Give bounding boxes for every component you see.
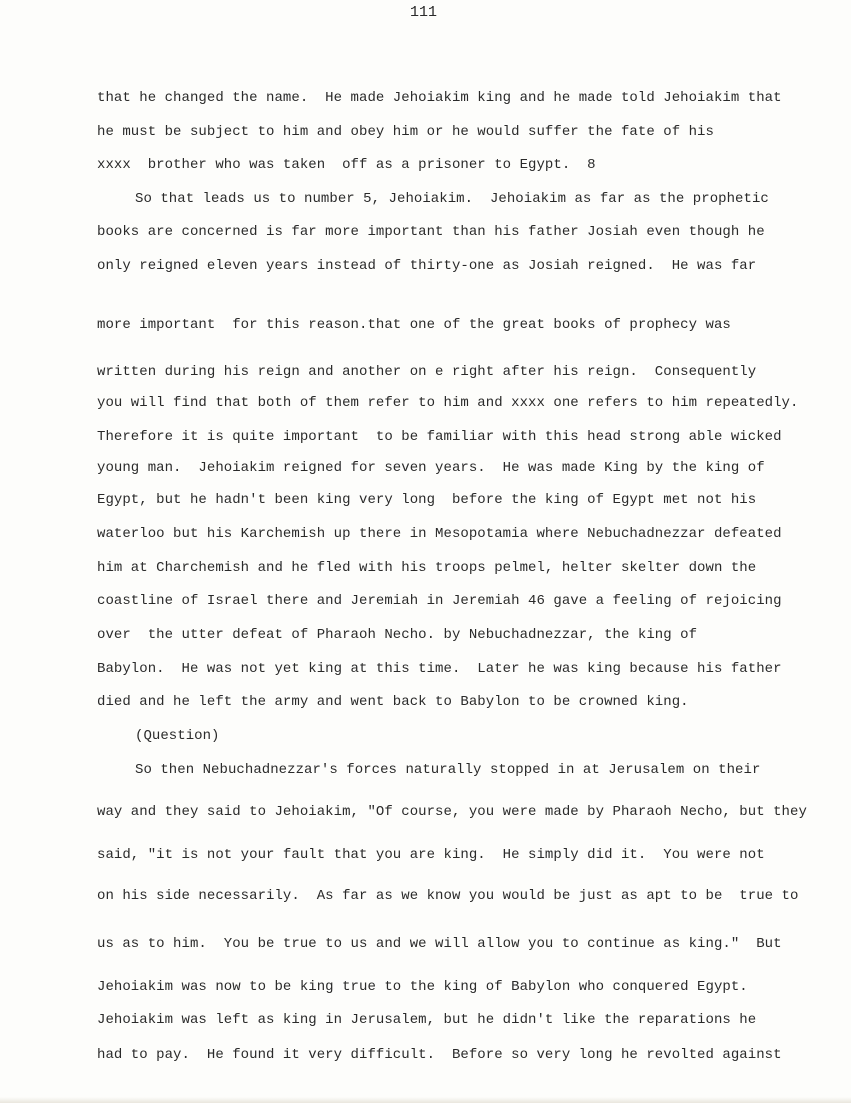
text-line: that he changed the name. He made Jehoiakim king and he made told Jehoiakim that	[97, 90, 782, 106]
text-line: So then Nebuchadnezzar's forces naturally stopped in at Jerusalem on their	[135, 762, 761, 778]
text-line: he must be subject to him and obey him or he would suffer the fate of his	[97, 124, 714, 140]
text-line: died and he left the army and went back to Babylon to be crowned king.	[97, 694, 689, 710]
page-bottom-edge	[0, 1097, 851, 1103]
text-line: young man. Jehoiakim reigned for seven years. He was made King by the king of	[97, 460, 765, 476]
text-line: So that leads us to number 5, Jehoiakim. Jehoiakim as far as the prophetic	[135, 191, 769, 207]
text-line: on his side necessarily. As far as we know you would be just as apt to be true to	[97, 888, 799, 904]
text-line: you will find that both of them refer to him and xxxx one refers to him repeatedly.	[97, 395, 799, 411]
text-line: Babylon. He was not yet king at this time. Later he was king because his father	[97, 661, 782, 677]
text-line: xxxx brother who was taken off as a prisoner to Egypt. 8	[97, 157, 596, 173]
text-line: Therefore it is quite important to be familiar with this head strong able wicked	[97, 429, 782, 445]
text-line: (Question)	[135, 728, 220, 744]
text-line: way and they said to Jehoiakim, "Of course, you were made by Pharaoh Necho, but they	[97, 804, 807, 820]
text-line: Jehoiakim was left as king in Jerusalem, but he didn't like the reparations he	[97, 1012, 757, 1028]
text-line: Jehoiakim was now to be king true to the king of Babylon who conquered Egypt.	[97, 979, 748, 995]
text-line: said, "it is not your fault that you are king. He simply did it. You were not	[97, 847, 765, 863]
text-line: had to pay. He found it very difficult. Before so very long he revolted against	[97, 1047, 782, 1063]
text-line: Egypt, but he hadn't been king very long before the king of Egypt met not his	[97, 492, 757, 508]
text-line: us as to him. You be true to us and we will allow you to continue as king." But	[97, 936, 782, 952]
text-line: more important for this reason.that one of the great books of prophecy was	[97, 317, 731, 333]
text-line: only reigned eleven years instead of thirty-one as Josiah reigned. He was far	[97, 258, 757, 274]
text-line: coastline of Israel there and Jeremiah in Jeremiah 46 gave a feeling of rejoicing	[97, 593, 782, 609]
page-number: 111	[410, 4, 438, 21]
text-line: over the utter defeat of Pharaoh Necho. by Nebuchadnezzar, the king of	[97, 627, 698, 643]
text-line: written during his reign and another on e right after his reign. Consequently	[97, 364, 757, 380]
text-line: waterloo but his Karchemish up there in Mesopotamia where Nebuchadnezzar defeated	[97, 526, 782, 542]
text-line: books are concerned is far more important than his father Josiah even though he	[97, 224, 765, 240]
text-line: him at Charchemish and he fled with his troops pelmel, helter skelter down the	[97, 560, 757, 576]
